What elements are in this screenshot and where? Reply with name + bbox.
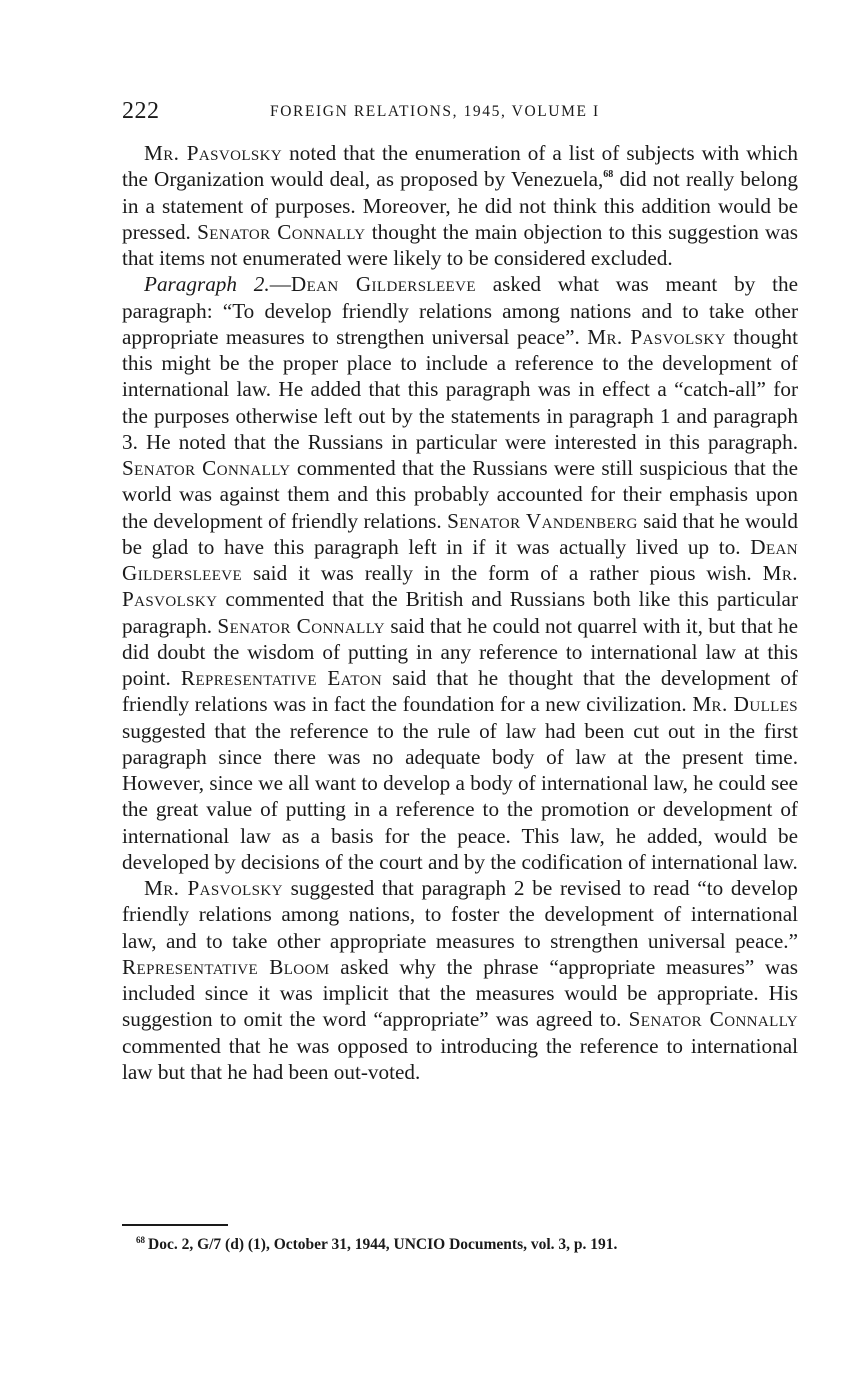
speaker-name: Mr. Pasvolsky	[587, 324, 726, 349]
footnote-divider	[122, 1224, 228, 1226]
text-run: asked why the phrase “appropriate measures” was included since it was implicit that the measures would be appropriate. His suggestion to omit the word “appropriate” was agreed to.	[122, 954, 798, 1032]
speaker-name: Senator Vandenberg	[447, 508, 638, 533]
text-run: said that he could not quarrel with it, but that he did doubt the wisdom of putting in any reference to international law at this point.	[122, 613, 798, 690]
page-number: 222	[122, 98, 160, 124]
text-run: thought this might be the proper place to include a reference to the development of international law. He added that this paragraph was in effect a “catch-all” for the purposes otherwise left out by the statements in paragraph 1 and paragraph 3. He noted that the Russians in particular were interested in this paragraph.	[122, 324, 798, 454]
text-run: commented that he was opposed to introducing the reference to international law but that he had been out-voted.	[122, 1033, 798, 1084]
text-run: commented that the Russians were still suspicious that the world was against them and this probably accounted for their emphasis upon the development of friendly relations.	[122, 456, 798, 533]
text-run: suggested that the reference to the rule of law had been cut out in the first paragraph since there was no adequate body of law at the present time. However, since we all want to develop a body of international law, he could see the great value of putting in a reference to the promotion or development of international law as a basis for the peace. This law, he added, would be developed by decisions of the court and by the codification of international law.	[122, 718, 798, 874]
text-run: asked what was meant by the paragraph: “To develop friendly relations among nations and to take other appropriate measures to strengthen universal peace”.	[122, 272, 799, 349]
text-run: thought the main objection to this suggestion was that items not enumerated were likely to be considered excluded.	[122, 219, 799, 270]
speaker-name: Mr. Pasvolsky	[122, 561, 798, 612]
text-run: did not really belong in a statement of purposes. Moreover, he did not think this addition would be pressed.	[122, 167, 799, 244]
speaker-name: Dean Gildersleeve	[122, 534, 798, 585]
running-title: FOREIGN RELATIONS, 1945, VOLUME I	[270, 103, 600, 120]
footnote	[136, 1234, 798, 1256]
text-run: said that he thought that the development of friendly relations was in fact the foundation for a new civilization.	[122, 666, 798, 717]
footnote-text: Doc. 2, G/7 (d) (1), October 31, 1944, UNCIO Documents, vol. 3, p. 191.	[148, 1236, 618, 1253]
text-run: said that he would be glad to have this paragraph left in if it was actually lived up to.	[122, 508, 798, 559]
body-text	[122, 140, 798, 1085]
text-run: said it was really in the form of a rather pious wish.	[242, 561, 763, 585]
paragraph	[122, 140, 798, 271]
speaker-name: Senator Connally	[122, 456, 291, 480]
footnote-reference: 68	[603, 169, 614, 181]
speaker-name: Dean Gildersleeve	[290, 272, 476, 297]
speaker-name: Mr. Pasvolsky	[144, 141, 283, 165]
text-run: noted that the enumeration of a list of subjects with which the Organization would deal, as proposed by Venezuela,	[122, 141, 799, 192]
text-run: —	[269, 272, 291, 297]
text-run: commented that the British and Russians both like this particular paragraph.	[122, 587, 798, 638]
speaker-name: Representative Eaton	[180, 666, 383, 690]
running-head	[122, 96, 798, 126]
speaker-name: Representative Bloom	[122, 954, 330, 979]
footnote-marker: 68	[136, 1235, 145, 1245]
speaker-name: Mr. Dulles	[692, 692, 798, 717]
paragraph	[122, 271, 798, 875]
speaker-name: Senator Connally	[217, 613, 385, 638]
text-run: suggested that paragraph 2 be revised to read “to develop friendly relations among nations, to foster the development of international law, and to take other appropriate measures to strengthen universal peace.”	[122, 876, 799, 953]
speaker-name: Mr. Pasvolsky	[144, 876, 283, 900]
speaker-name: Senator Connally	[628, 1007, 798, 1032]
paragraph-heading: Paragraph 2.	[144, 272, 270, 297]
paragraph	[122, 875, 798, 1085]
speaker-name: Senator Connally	[197, 219, 366, 244]
